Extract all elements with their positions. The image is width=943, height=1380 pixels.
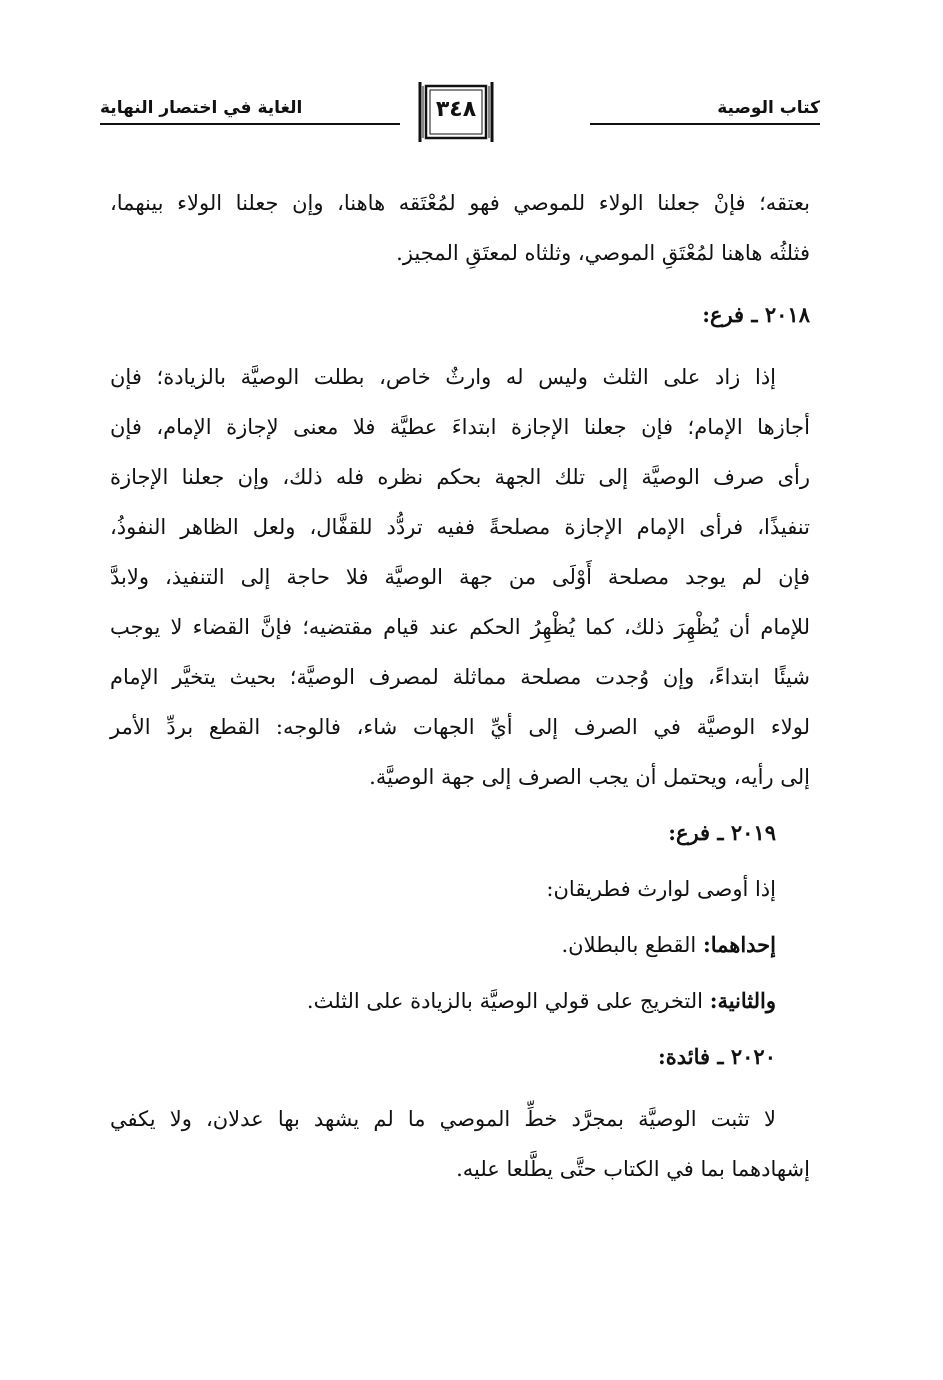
enumeration-text: التخريج على قولي الوصيَّة بالزيادة على الثلث. bbox=[306, 989, 703, 1013]
page-number-frame bbox=[416, 80, 496, 144]
enumerated-line bbox=[110, 920, 810, 970]
text-line: إذا أوصى لوارث فطريقان: bbox=[546, 877, 776, 901]
section-heading: ٢٠٢٠ ـ فائدة: bbox=[658, 1044, 776, 1069]
text-line: فإن لم يوجد مصلحة أَوْلَى من جهة الوصيَّة فلا حاجة إلى التنفيذ، ولابدَّ bbox=[110, 565, 810, 589]
enumeration-term: والثانية: bbox=[709, 988, 776, 1013]
text-line: لولاء الوصيَّة في الصرف إلى أيِّ الجهات شاء، فالوجه: القطع بردِّ الأمر bbox=[110, 715, 810, 739]
running-book-title: الغاية في اختصار النهاية bbox=[100, 98, 303, 118]
enumerated-line bbox=[110, 976, 810, 1026]
text-line: لا تثبت الوصيَّة بمجرَّد خطِّ الموصي ما لم يشهد بها عدلان، ولا يكفي bbox=[110, 1107, 776, 1131]
text-line: إشهادهما بما في الكتاب حتَّى يطَّلعا عليه. bbox=[456, 1157, 810, 1181]
text-line: أجازها الإمام؛ فإن جعلنا الإجازة ابتداءَ عطيَّة فلا معنى لإجازة الإمام، فإن bbox=[110, 415, 810, 439]
text-line: فثلثُه هاهنا لمُعْتَقِ الموصي، وثلثاه لمعتَقِ المجيز. bbox=[396, 241, 810, 265]
text-line: للإمام أن يُظْهِرَ ذلك، كما يُظْهِرُ الحكم عند قيام مقتضيه؛ فإنَّ القضاء لا يوجب bbox=[110, 615, 810, 639]
header-rule-left bbox=[100, 123, 400, 125]
page-number: ٣٤٨ bbox=[435, 97, 477, 122]
text-line: شيئًا ابتداءً، وإن وُجدت مصلحة مماثلة لمصرف الوصيَّة؛ بحيث يتخيَّر الإمام bbox=[110, 665, 810, 689]
enumeration-text: القطع بالبطلان. bbox=[561, 933, 697, 957]
text-line: بعتقه؛ فإنْ جعلنا الولاء للموصي فهو لمُعْتَقه هاهنا، وإن جعلنا الولاء بينهما، bbox=[110, 191, 810, 215]
page-body bbox=[110, 178, 810, 1194]
text-line: إذا زاد على الثلث وليس له وارثٌ خاص، بطلت الوصيَّة بالزيادة؛ فإن bbox=[110, 365, 776, 389]
text-line: إلى رأيه، ويحتمل أن يجب الصرف إلى جهة الوصيَّة. bbox=[369, 765, 810, 789]
book-section-title: كتاب الوصية bbox=[717, 98, 820, 118]
section-heading: ٢٠١٩ ـ فرع: bbox=[668, 820, 776, 845]
text-line: تنفيذًا، فرأى الإمام الإجازة مصلحةً ففيه تردُّد للقفَّال، ولعل الظاهر النفوذُ، bbox=[110, 515, 810, 539]
text-line: رأى صرف الوصيَّة إلى تلك الجهة بحكم نظره فله ذلك، وإن جعلنا الإجازة bbox=[110, 465, 810, 489]
header-rule-right bbox=[590, 123, 820, 125]
page-header bbox=[100, 80, 820, 160]
section-heading: ٢٠١٨ ـ فرع: bbox=[702, 302, 810, 327]
enumeration-term: إحداهما: bbox=[702, 932, 776, 957]
